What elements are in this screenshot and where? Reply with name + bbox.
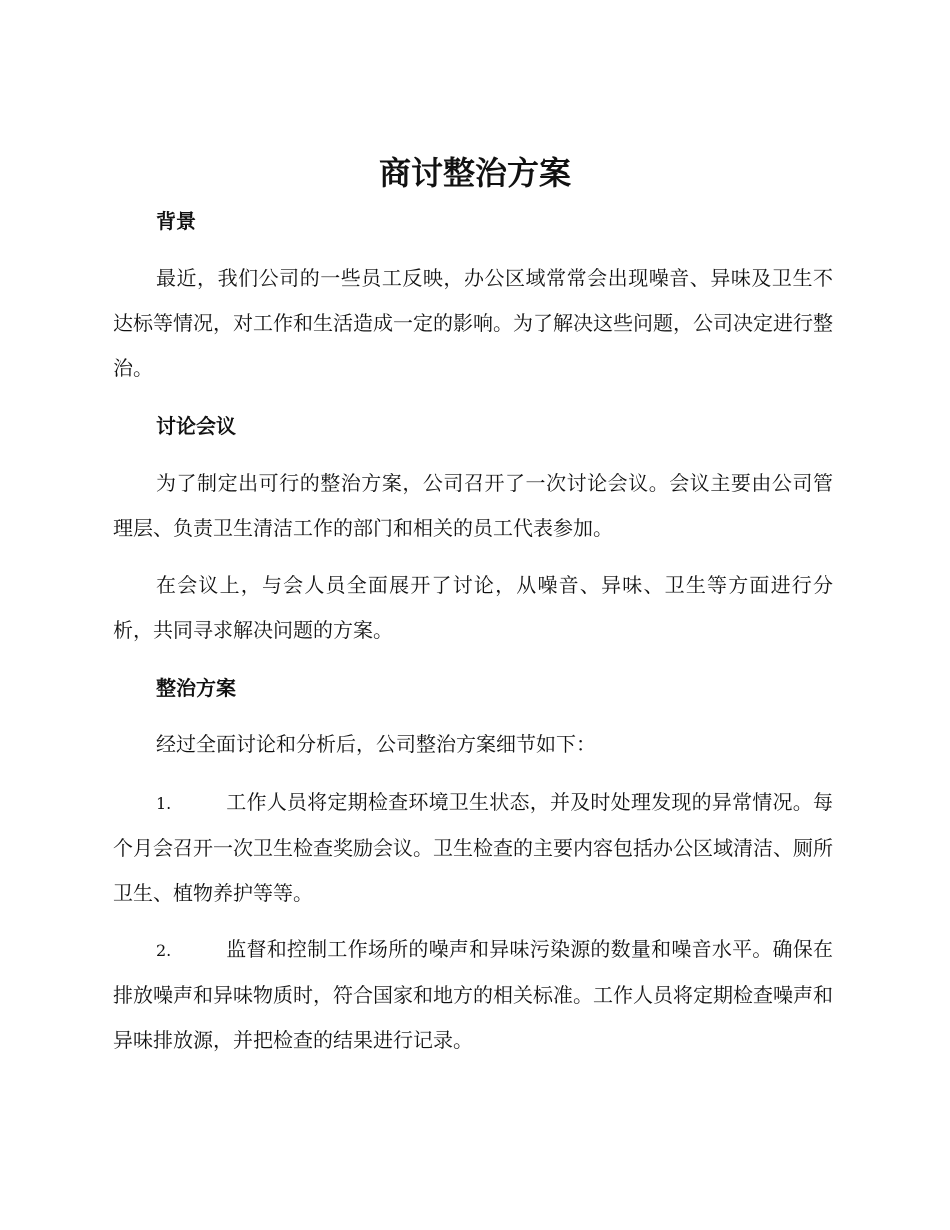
- list-item-text: 监督和控制工作场所的噪声和异味污染源的数量和噪音水平。确保在排放噪声和异味物质时，符合国家和地方的相关标准。工作人员将定期检查噪声和异味排放源，并把检查的结果进行记录。: [113, 937, 833, 1052]
- meeting-paragraph-1: 为了制定出可行的整治方案，公司召开了一次讨论会议。会议主要由公司管理层、负责卫生清洁工作的部门和相关的员工代表参加。: [113, 471, 833, 540]
- document-title: 商讨整治方案: [378, 154, 571, 192]
- list-item-text: 工作人员将定期检查环境卫生状态，并及时处理发现的异常情况。每个月会召开一次卫生检查奖励会议。卫生检查的主要内容包括办公区域清洁、厕所卫生、植物养护等等。: [113, 790, 833, 905]
- section-heading-background: 背景: [156, 209, 196, 233]
- background-paragraph: 最近，我们公司的一些员工反映，办公区域常常会出现噪音、异味及卫生不达标等情况，对工作和生活造成一定的影响。为了解决这些问题，公司决定进行整治。: [113, 266, 833, 380]
- section-heading-plan: 整治方案: [156, 676, 236, 700]
- list-item-number: 2.: [156, 941, 172, 960]
- meeting-paragraph-2: 在会议上，与会人员全面展开了讨论，从噪音、异味、卫生等方面进行分析，共同寻求解决问题的方案。: [113, 573, 833, 642]
- plan-intro-paragraph: 经过全面讨论和分析后，公司整治方案细节如下：: [156, 732, 596, 756]
- list-item: [113, 780, 833, 916]
- section-heading-meeting: 讨论会议: [156, 414, 236, 438]
- list-item-number: 1.: [156, 794, 172, 813]
- list-item: [113, 927, 833, 1063]
